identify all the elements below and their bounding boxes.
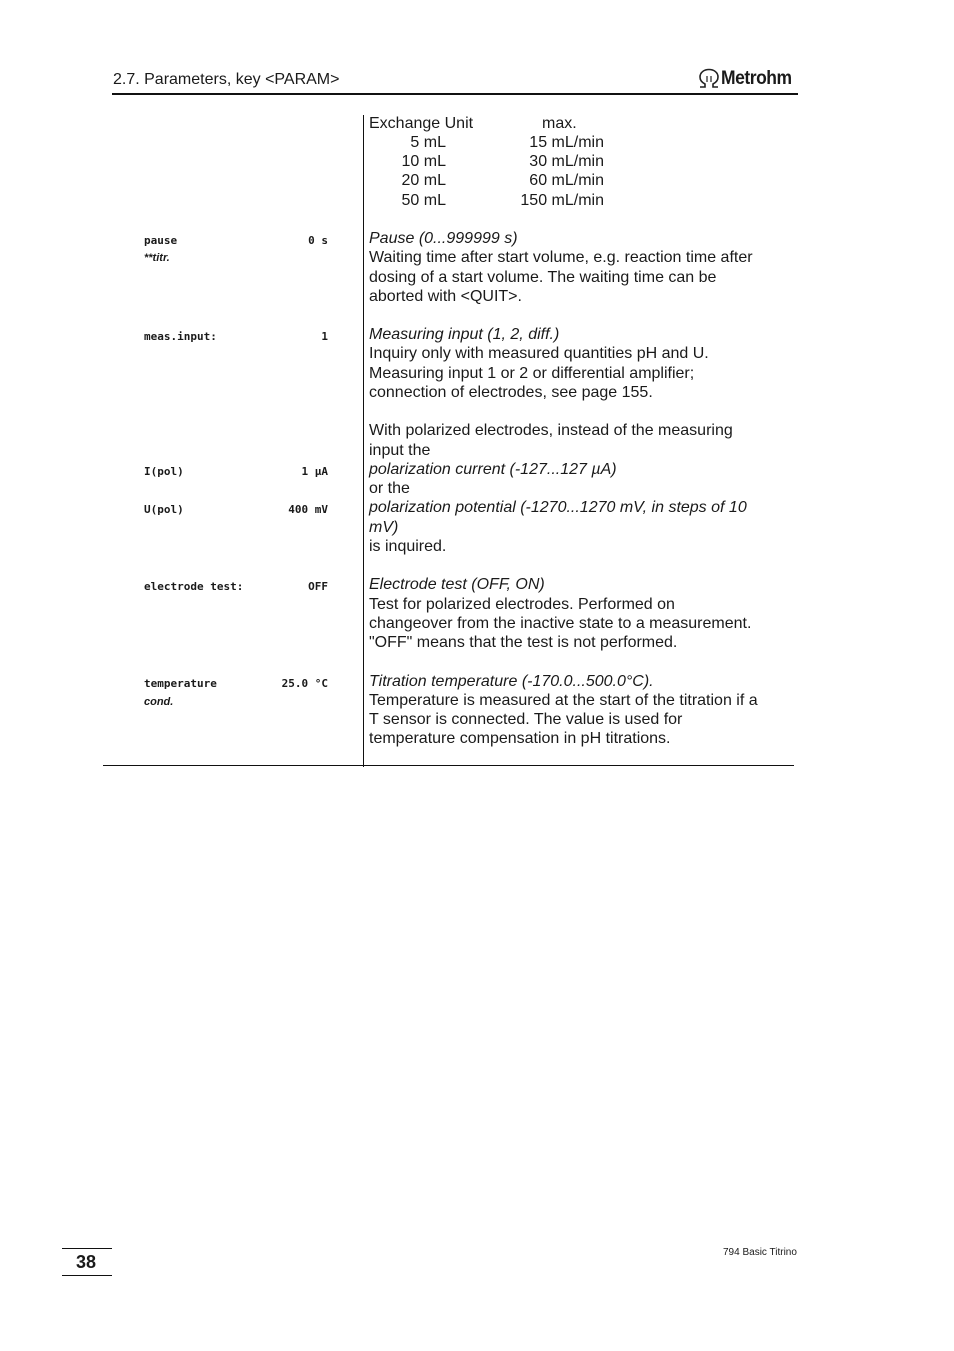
electrode-test-desc-line: "OFF" means that the test is not performed. [369,634,678,651]
electrode-test-title: Electrode test (OFF, ON) [369,576,545,593]
param-electrode-test-label: electrode test: [144,580,244,593]
ipol-title: polarization current (-127...127 µA) [369,461,617,478]
pause-title: Pause (0...999999 s) [369,230,518,247]
meas-input-desc-line: Inquiry only with measured quantities pH and U. [369,345,709,362]
omega-icon [697,68,721,90]
param-upol-label: U(pol) [144,503,184,516]
param-temperature-tag: cond. [144,696,174,708]
polarized-intro-line: With polarized electrodes, instead of the measuring [369,422,733,439]
upol-title-cont: mV) [369,519,399,536]
param-ipol-label: I(pol) [144,465,184,478]
exchange-col2-header: max. [542,115,577,132]
pause-desc-line: dosing of a start volume. The waiting time can be [369,269,717,286]
exchange-row-unit: 5 mL [410,134,446,151]
page-number: 38 [76,1252,97,1272]
temperature-desc-line: Temperature is measured at the start of the titration if a [369,692,758,709]
exchange-row-max: 15 mL/min [529,134,604,151]
product-name: 794 Basic Titrino [723,1247,797,1258]
header-rule [112,93,798,95]
exchange-row-max: 30 mL/min [529,153,604,170]
param-temperature-value: 25.0 °C [281,677,328,690]
temperature-desc-line: temperature compensation in pH titrations. [369,730,671,747]
param-meas-input-label: meas.input: [144,330,217,343]
param-pause-value: 0 s [308,234,328,247]
param-pause-label: pause [144,234,178,247]
exchange-row-unit: 20 mL [401,172,446,189]
inquired-text: is inquired. [369,538,447,555]
or-the-text: or the [369,480,410,497]
meas-input-desc-line: Measuring input 1 or 2 or differential amplifier; [369,365,695,382]
meas-input-desc-line: connection of electrodes, see page 155. [369,384,653,401]
meas-input-title: Measuring input (1, 2, diff.) [369,326,560,343]
temperature-desc-line: T sensor is connected. The value is used for [369,711,683,728]
param-ipol-value: 1 µA [301,465,328,478]
pause-desc-line: Waiting time after start volume, e.g. reaction time after [369,249,753,266]
electrode-test-desc-line: Test for polarized electrodes. Performed on [369,596,675,613]
page-header-title: 2.7. Parameters, key <PARAM> [113,71,340,88]
upol-title: polarization potential (-1270...1270 mV, in steps of 10 [369,499,747,516]
section-bottom-rule [103,765,794,766]
param-electrode-test-value: OFF [308,580,328,593]
pause-desc-line: aborted with <QUIT>. [369,288,522,305]
param-temperature-label: temperature [144,677,217,690]
param-meas-input-value: 1 [321,330,328,343]
exchange-col1-header: Exchange Unit [369,115,474,132]
logo-text: Metrohm [721,68,792,89]
page-number-rule [62,1248,112,1249]
param-pause-tag: **titr. [144,252,170,264]
metrohm-logo [697,67,798,91]
param-upol-value: 400 mV [288,503,328,516]
electrode-test-desc-line: changeover from the inactive state to a measurement. [369,615,752,632]
exchange-row-max: 60 mL/min [529,172,604,189]
page-number-underline [62,1275,112,1276]
polarized-intro-line: input the [369,442,431,459]
exchange-row-max: 150 mL/min [520,192,604,209]
exchange-row-unit: 50 mL [401,192,446,209]
column-divider [363,115,364,767]
exchange-row-unit: 10 mL [401,153,446,170]
temperature-title: Titration temperature (-170.0...500.0°C). [369,673,654,690]
